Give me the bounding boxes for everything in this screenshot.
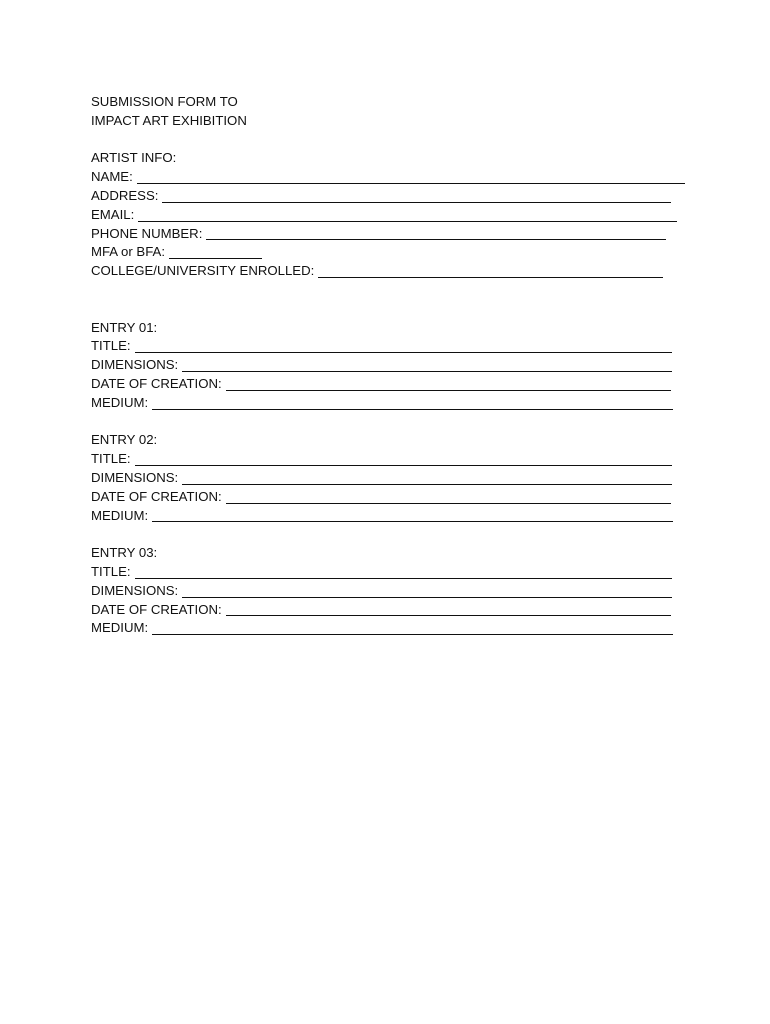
entry-title-blank[interactable] — [135, 465, 672, 466]
entry-dimensions-blank[interactable] — [182, 484, 672, 485]
entry-date-field[interactable] — [91, 601, 691, 620]
entry-dimensions-label: DIMENSIONS: — [91, 582, 179, 598]
entry-medium-field[interactable] — [91, 619, 691, 638]
entry-dimensions-field[interactable] — [91, 356, 691, 375]
artist-college-field[interactable] — [91, 262, 691, 281]
spacer — [91, 413, 691, 432]
entry-date-label: DATE OF CREATION: — [91, 488, 222, 504]
artist-email-label: EMAIL: — [91, 206, 135, 222]
entry-title-label: TITLE: — [91, 451, 131, 467]
entry-title-label: TITLE: — [91, 563, 131, 579]
entry-heading: ENTRY 01: — [91, 319, 158, 335]
spacer — [91, 525, 691, 544]
artist-info-heading: ARTIST INFO: — [91, 150, 177, 166]
submission-form — [91, 93, 691, 638]
entry-date-blank[interactable] — [226, 390, 671, 391]
entry-medium-field[interactable] — [91, 394, 691, 413]
artist-email-field[interactable] — [91, 206, 691, 225]
artist-phone-label: PHONE NUMBER: — [91, 225, 203, 241]
artist-college-label: COLLEGE/UNIVERSITY ENROLLED: — [91, 263, 315, 279]
artist-college-blank[interactable] — [318, 277, 663, 278]
entry-date-field[interactable] — [91, 375, 691, 394]
artist-email-blank[interactable] — [138, 221, 677, 222]
artist-degree-blank[interactable] — [169, 258, 262, 259]
entry-title-field[interactable] — [91, 337, 691, 356]
entry-medium-label: MEDIUM: — [91, 394, 149, 410]
artist-name-blank[interactable] — [137, 183, 685, 184]
artist-degree-label: MFA or BFA: — [91, 244, 166, 260]
entry-date-field[interactable] — [91, 488, 691, 507]
entry-title-blank[interactable] — [135, 352, 672, 353]
entry-date-label: DATE OF CREATION: — [91, 601, 222, 617]
artist-degree-field[interactable] — [91, 243, 691, 262]
entry-heading: ENTRY 03: — [91, 545, 158, 561]
spacer — [91, 281, 691, 319]
entry-dimensions-blank[interactable] — [182, 371, 672, 372]
artist-address-label: ADDRESS: — [91, 187, 159, 203]
entry-dimensions-label: DIMENSIONS: — [91, 469, 179, 485]
entry-medium-blank[interactable] — [152, 409, 673, 410]
entry-date-blank[interactable] — [226, 615, 671, 616]
form-title-line-1: SUBMISSION FORM TO — [91, 94, 238, 109]
entry-dimensions-label: DIMENSIONS: — [91, 357, 179, 373]
artist-name-field[interactable] — [91, 168, 691, 187]
spacer — [91, 131, 691, 150]
entry-heading: ENTRY 02: — [91, 432, 158, 448]
entry-dimensions-field[interactable] — [91, 582, 691, 601]
entry-title-blank[interactable] — [135, 578, 672, 579]
artist-phone-blank[interactable] — [206, 239, 666, 240]
entry-medium-blank[interactable] — [152, 634, 673, 635]
entry-medium-label: MEDIUM: — [91, 620, 149, 636]
entry-medium-label: MEDIUM: — [91, 507, 149, 523]
artist-name-label: NAME: — [91, 169, 133, 185]
entry-title-label: TITLE: — [91, 338, 131, 354]
entry-title-field[interactable] — [91, 563, 691, 582]
entry-medium-field[interactable] — [91, 507, 691, 526]
entry-dimensions-field[interactable] — [91, 469, 691, 488]
entry-dimensions-blank[interactable] — [182, 597, 672, 598]
entry-date-blank[interactable] — [226, 503, 671, 504]
artist-phone-field[interactable] — [91, 225, 691, 244]
entry-date-label: DATE OF CREATION: — [91, 375, 222, 391]
entry-title-field[interactable] — [91, 450, 691, 469]
form-title-line-2: IMPACT ART EXHIBITION — [91, 112, 247, 128]
entry-medium-blank[interactable] — [152, 521, 673, 522]
artist-address-field[interactable] — [91, 187, 691, 206]
artist-address-blank[interactable] — [162, 202, 671, 203]
